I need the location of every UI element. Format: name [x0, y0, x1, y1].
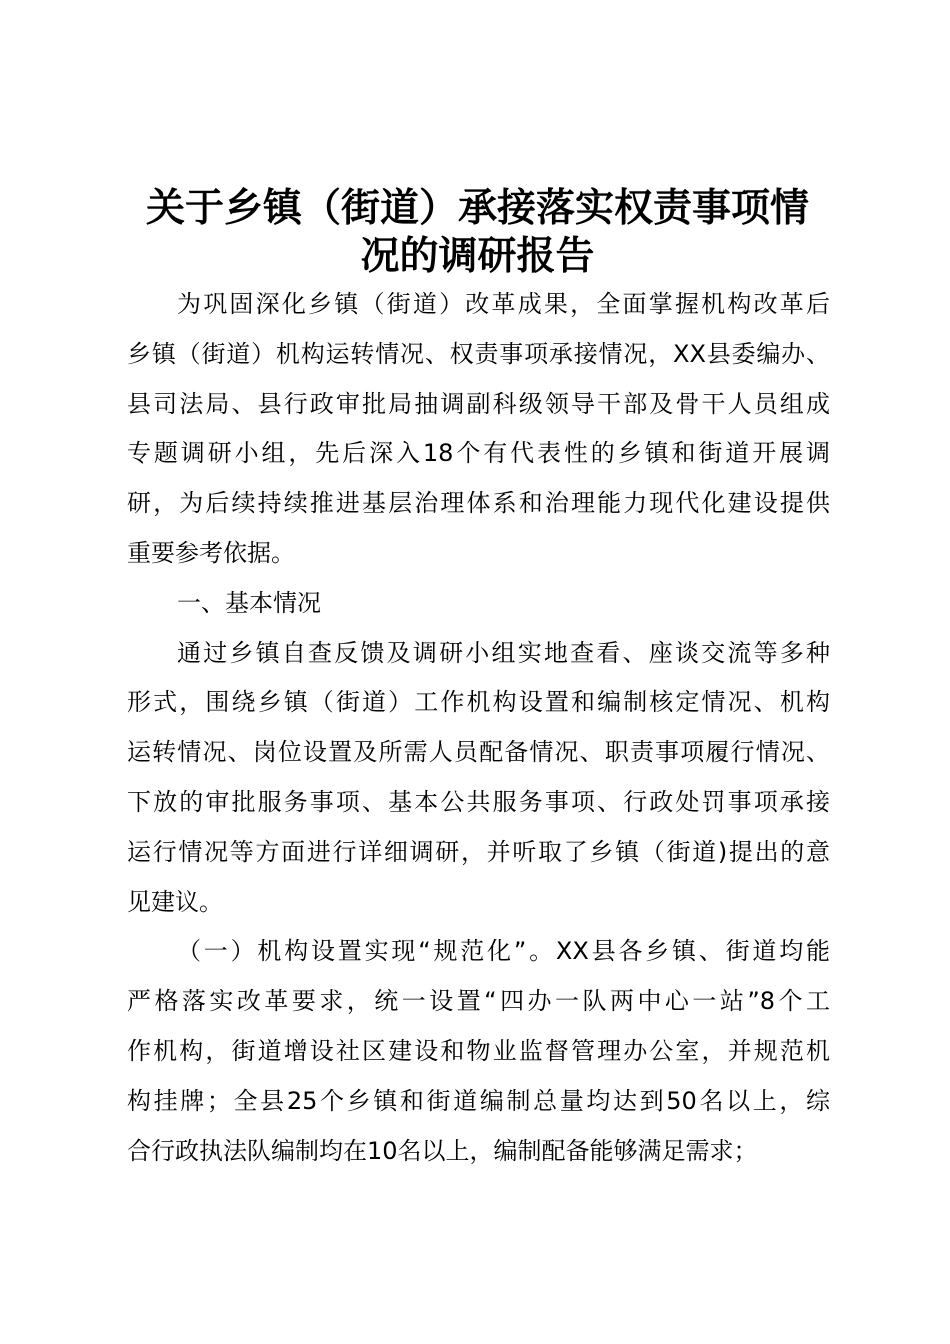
text-line: 专题调研小组，先后深入18个有代表性的乡镇和街道开展调 [127, 439, 830, 468]
title-line: 况的调研报告 [360, 234, 595, 279]
text-line: 形式，围绕乡镇（街道）工作机构设置和编制核定情况、机构 [127, 688, 830, 717]
document-title [120, 185, 835, 281]
text-line: 一、基本情况 [177, 588, 321, 617]
text-line: 运转情况、岗位设置及所需人员配备情况、职责事项履行情况、 [127, 738, 830, 767]
text-line: 重要参考依据。 [127, 538, 295, 567]
text-line: 通过乡镇自查反馈及调研小组实地查看、座谈交流等多种 [177, 638, 830, 667]
title-line: 关于乡镇（街道）承接落实权责事项情 [145, 186, 809, 231]
document-body [127, 280, 830, 1176]
paragraph [127, 629, 830, 928]
text-line: 下放的审批服务事项、基本公共服务事项、行政处罚事项承接 [127, 787, 830, 816]
text-line: 县司法局、县行政审批局抽调副科级领导干部及骨干人员组成 [127, 389, 830, 418]
text-line: 为巩固深化乡镇（街道）改革成果，全面掌握机构改革后 [177, 290, 830, 318]
text-line: 运行情况等方面进行详细调研，并听取了乡镇（街道)提出的意 [127, 837, 830, 866]
text-line: 严格落实改革要求，统一设置“四办一队两中心一站”8个工 [127, 987, 830, 1016]
text-line: 研，为后续持续推进基层治理体系和治理能力现代化建设提供 [127, 489, 830, 518]
text-line: 见建议。 [127, 887, 223, 916]
paragraph [127, 280, 830, 579]
text-line: 合行政执法队编制均在10名以上，编制配备能够满足需求； [127, 1136, 758, 1165]
paragraph [127, 927, 830, 1176]
text-line: 作机构，街道增设社区建设和物业监督管理办公室，并规范机 [127, 1036, 830, 1065]
text-line: 乡镇（街道）机构运转情况、权责事项承接情况，XX县委编办、 [127, 339, 830, 368]
text-line: 构挂牌；全县25个乡镇和街道编制总量均达到50名以上，综 [127, 1086, 830, 1115]
text-line: （一）机构设置实现“规范化”。XX县各乡镇、街道均能 [177, 937, 830, 966]
section-heading [127, 579, 830, 629]
